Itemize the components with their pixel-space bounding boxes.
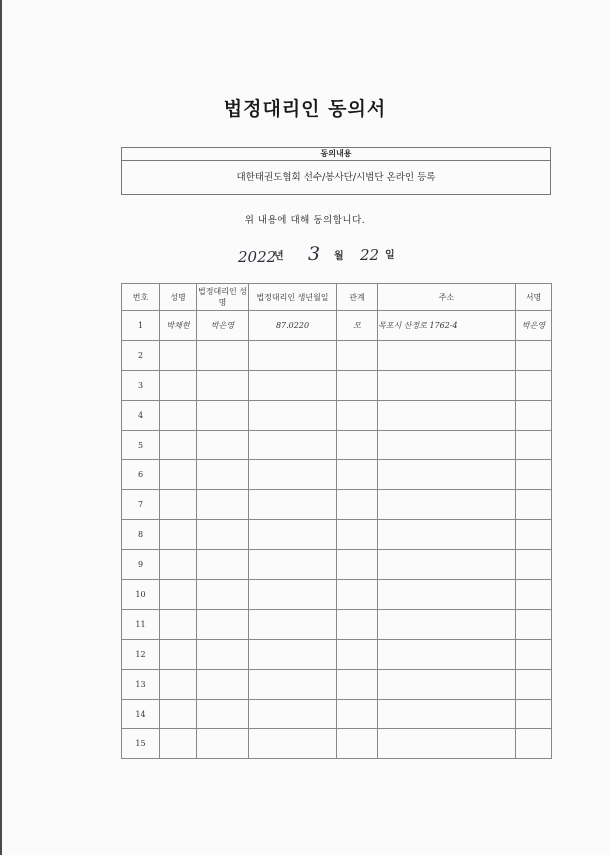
cell-address [378,609,516,639]
cell-no: 14 [122,699,160,729]
cell-guardian-birthdate [249,729,337,759]
roster-body [122,311,552,759]
cell-name [160,400,197,430]
cell-relation [337,340,378,370]
cell-address [378,400,516,430]
cell-guardian-birthdate [249,490,337,520]
header-guardian-birthdate: 법정대리인 생년월일 [249,284,337,311]
header-no: 번호 [122,284,160,311]
cell-signature [516,639,552,669]
cell-relation [337,729,378,759]
cell-signature [516,460,552,490]
cell-guardian-birthdate: 87.0220 [249,311,337,341]
cell-name [160,669,197,699]
consent-body: 대한태권도협회 선수/봉사단/시범단 온라인 등록 [236,172,436,183]
cell-signature [516,340,552,370]
cell-guardian-birthdate [249,639,337,669]
table-row [122,520,552,550]
cell-no: 1 [122,311,160,341]
cell-address [378,490,516,520]
cell-no: 12 [122,639,160,669]
cell-relation [337,460,378,490]
cell-relation [337,639,378,669]
cell-relation [337,580,378,610]
cell-name [160,580,197,610]
cell-no: 5 [122,430,160,460]
cell-name [160,550,197,580]
cell-relation [337,699,378,729]
cell-no: 11 [122,609,160,639]
cell-no: 2 [122,340,160,370]
table-row [122,729,552,759]
cell-address [378,340,516,370]
table-row [122,340,552,370]
cell-guardian-name [197,370,249,400]
cell-guardian-name [197,520,249,550]
cell-guardian-birthdate [249,400,337,430]
cell-name [160,520,197,550]
cell-signature [516,580,552,610]
consent-box [121,147,551,195]
date-month-handwritten: 3 [308,243,321,265]
cell-guardian-birthdate [249,520,337,550]
cell-guardian-birthdate [249,699,337,729]
cell-address [378,370,516,400]
cell-name [160,340,197,370]
header-relation: 관계 [337,284,378,311]
cell-no: 10 [122,580,160,610]
cell-relation [337,550,378,580]
table-row [122,669,552,699]
table-header-row [122,284,552,311]
cell-guardian-name [197,550,249,580]
table-row [122,639,552,669]
cell-no: 4 [122,400,160,430]
cell-signature [516,520,552,550]
cell-signature [516,400,552,430]
cell-guardian-name [197,699,249,729]
cell-signature: 박은영 [516,311,552,341]
cell-relation [337,609,378,639]
cell-signature [516,550,552,580]
cell-relation [337,370,378,400]
cell-signature [516,370,552,400]
cell-guardian-name: 박은영 [197,311,249,341]
cell-guardian-name [197,400,249,430]
cell-guardian-birthdate [249,460,337,490]
cell-name [160,699,197,729]
table-row [122,460,552,490]
date-day-label: 일 [385,250,395,261]
table-row [122,311,552,341]
table-row [122,490,552,520]
cell-address [378,699,516,729]
cell-guardian-birthdate [249,430,337,460]
cell-relation: 모 [337,311,378,341]
cell-name [160,729,197,759]
cell-address [378,639,516,669]
scan-edge-line [0,0,2,855]
cell-address [378,430,516,460]
cell-signature [516,669,552,699]
header-name: 성명 [160,284,197,311]
table-row [122,580,552,610]
cell-no: 7 [122,490,160,520]
date-year-handwritten: 2022 [238,248,277,266]
cell-relation [337,520,378,550]
cell-no: 6 [122,460,160,490]
cell-signature [516,430,552,460]
cell-name [160,370,197,400]
cell-guardian-birthdate [249,340,337,370]
table-row [122,370,552,400]
cell-address: 목포시 산정로 1762-4 [378,311,516,341]
table-row [122,699,552,729]
cell-guardian-name [197,729,249,759]
cell-relation [337,669,378,699]
cell-name [160,490,197,520]
table-row [122,609,552,639]
date-day-handwritten: 22 [360,246,380,264]
cell-guardian-name [197,639,249,669]
consent-header: 동의내용 [122,148,550,161]
cell-name: 박채현 [160,311,197,341]
cell-name [160,460,197,490]
cell-guardian-birthdate [249,609,337,639]
cell-signature [516,490,552,520]
cell-relation [337,430,378,460]
cell-address [378,580,516,610]
table-row [122,430,552,460]
cell-guardian-birthdate [249,550,337,580]
cell-guardian-name [197,340,249,370]
table-row [122,550,552,580]
cell-guardian-name [197,609,249,639]
header-guardian-name: 법정대리인 성명 [197,284,249,311]
agreement-statement: 위 내용에 대해 동의합니다. [244,215,366,226]
cell-relation [337,490,378,520]
cell-guardian-birthdate [249,669,337,699]
cell-guardian-name [197,669,249,699]
cell-no: 9 [122,550,160,580]
cell-signature [516,699,552,729]
date-row [0,240,610,268]
cell-no: 3 [122,370,160,400]
cell-guardian-name [197,460,249,490]
cell-address [378,669,516,699]
cell-address [378,520,516,550]
cell-guardian-name [197,580,249,610]
document-title: 법정대리인 동의서 [223,98,387,120]
header-signature: 서명 [516,284,552,311]
cell-name [160,639,197,669]
cell-name [160,609,197,639]
cell-name [160,430,197,460]
date-month-label: 월 [334,251,344,262]
cell-no: 13 [122,669,160,699]
date-year-label: 년 [274,251,284,262]
cell-address [378,550,516,580]
cell-guardian-name [197,490,249,520]
cell-address [378,460,516,490]
cell-guardian-birthdate [249,370,337,400]
cell-relation [337,400,378,430]
cell-signature [516,729,552,759]
cell-address [378,729,516,759]
cell-no: 15 [122,729,160,759]
cell-guardian-name [197,430,249,460]
cell-no: 8 [122,520,160,550]
table-row [122,400,552,430]
header-address: 주소 [378,284,516,311]
cell-guardian-birthdate [249,580,337,610]
cell-signature [516,609,552,639]
roster-table [121,283,552,759]
